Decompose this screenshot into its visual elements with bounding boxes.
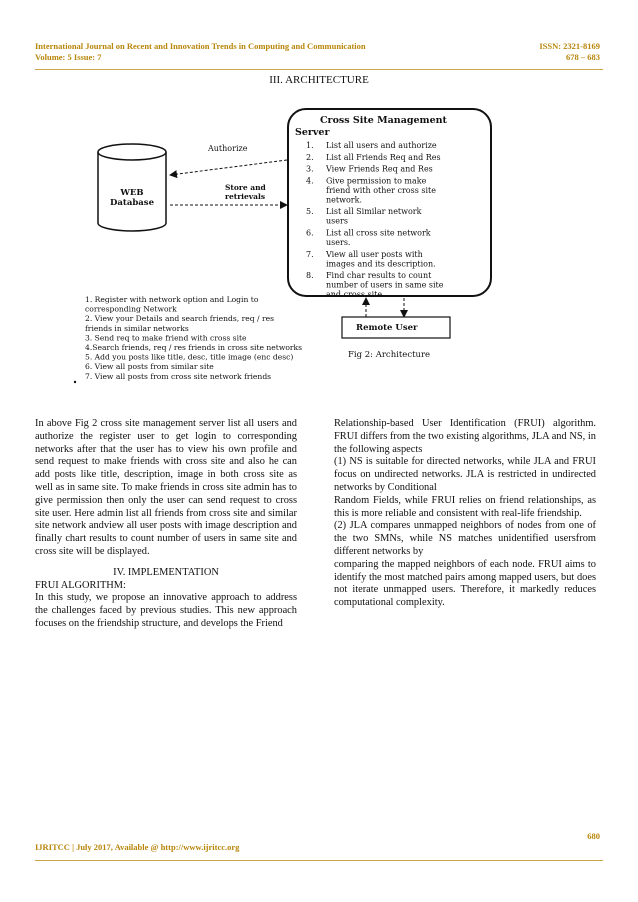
user-step: corresponding Network [85, 304, 177, 314]
issn: ISSN: 2321-8169 [539, 41, 600, 51]
db-label-1: WEB [120, 188, 144, 198]
frui-heading: FRUI ALGORITHM: [35, 579, 126, 591]
user-step: friends in similar networks [85, 323, 189, 333]
right-paragraph-3: Random Fields, while FRUI relies on friend relationships, as this is more reliable and consistent with real-life friendship. [334, 494, 596, 519]
server-item-list [306, 141, 444, 299]
server-item-text: Give permission to make [326, 176, 427, 186]
left-column [35, 418, 297, 631]
right-paragraph-2: (1) NS is suitable for directed networks, while JLA and FRUI focus on undirected networks. JLA is restricted in undirected networks by Conditional [334, 456, 596, 493]
remote-user-label: Remote User [356, 323, 418, 333]
server-item-number: 3. [306, 164, 314, 174]
user-step-list [85, 295, 302, 381]
stray-dot [74, 381, 76, 383]
database-cylinder [98, 144, 166, 231]
server-item-text: network. [326, 195, 362, 205]
store-label-2: retrievals [225, 192, 266, 201]
header-rule [35, 69, 603, 70]
right-paragraph-5: comparing the mapped neighbors of each node. FRUI aims to identify the most matched pairs among mapped users, but does not iterate unmapped users. Therefore, it markedly reduces computational complexity. [334, 558, 596, 609]
right-paragraph-1: Relationship-based User Identification (FRUI) algorithm. FRUI differs from the two existing algorithms, JLA and NS, in the following aspects [334, 418, 596, 455]
journal-title: International Journal on Recent and Innovation Trends in Computing and Communication [35, 41, 366, 51]
right-paragraph-4: (2) JLA compares unmapped neighbors of nodes from one of the two SMNs, while NS matches unidentified usersfrom different networks by [334, 520, 596, 557]
volume-issue: Volume: 5 Issue: 7 [35, 52, 102, 62]
figure-caption: Fig 2: Architecture [348, 350, 431, 360]
server-item-text: View Friends Req and Res [326, 164, 433, 174]
footer-text [35, 842, 239, 852]
implementation-heading: IV. IMPLEMENTATION [113, 566, 219, 578]
architecture-figure [70, 95, 510, 391]
server-item-number: 7. [306, 249, 314, 259]
server-item-number: 8. [306, 271, 314, 281]
store-label-1: Store and [225, 183, 266, 192]
footer-journal: IJRITCC | July 2017, Available @ [35, 842, 161, 852]
left-paragraph-1: In above Fig 2 cross site management server list all users and authorize the register user to get login to corresponding networks after that the user has to view his own profile and send request to make friends with cross site and also he can add posts like title, description, image in both cross site as well as in same site. To make friends in cross site admin has to give permission then only the user can send request to cross site user. Here admin list all friends from cross site and similar site network andview all user posts with image description and finally chart results to count number of users in same site and cross site will be displayed. [35, 418, 297, 557]
page-range: 678 – 683 [566, 52, 600, 62]
user-step: 1. Register with network option and Login to [85, 295, 259, 304]
server-item-number: 4. [306, 176, 314, 186]
left-paragraph-2: In this study, we propose an innovative approach to address the challenges faced by previous studies. This new approach focuses on the friendship structure, and develops the Friend [35, 592, 297, 629]
server-title-2: Server [295, 127, 330, 138]
server-item-number: 6. [306, 228, 314, 238]
user-step: 6. View all posts from similar site [85, 362, 214, 372]
server-item-text: number of users in same site [326, 280, 444, 290]
user-step: 4.Search friends, req / res friends in cross site networks [85, 343, 303, 352]
server-item-number: 5. [306, 207, 314, 217]
server-title: Cross Site Management [320, 115, 447, 126]
user-step: 5. Add you posts like title, desc, title image (enc desc) [85, 352, 294, 362]
right-column [334, 418, 596, 610]
user-step: 3. Send req to make friend with cross site [85, 333, 247, 343]
section-title: III. ARCHITECTURE [269, 74, 369, 86]
authorize-arrow [170, 160, 287, 175]
authorize-label: Authorize [208, 144, 248, 153]
server-item-text: List all cross site network [326, 228, 431, 238]
server-item-text: images and its description. [326, 259, 436, 269]
server-item-text: List all Friends Req and Res [326, 152, 441, 162]
server-item-number: 2. [306, 152, 314, 162]
server-item-text: friend with other cross site [326, 185, 436, 195]
user-step: 2. View your Details and search friends, req / res [85, 314, 275, 324]
footer-link[interactable]: http://www.ijritcc.org [160, 842, 240, 852]
server-item-text: users [326, 216, 348, 226]
server-item-text: users. [326, 238, 351, 247]
server-item-text: and cross site. [326, 290, 385, 300]
footer-rule [35, 860, 603, 861]
server-item-text: Find char results to count [326, 271, 432, 281]
user-step: 7. View all posts from cross site network friends [85, 371, 272, 381]
server-item-text: List all users and authorize [326, 141, 437, 150]
db-label-2: Database [110, 198, 154, 208]
server-item-text: List all Similar network [326, 207, 422, 217]
page-number: 680 [587, 831, 600, 841]
server-item-number: 1. [306, 141, 314, 150]
server-item-text: View all user posts with [326, 249, 423, 259]
